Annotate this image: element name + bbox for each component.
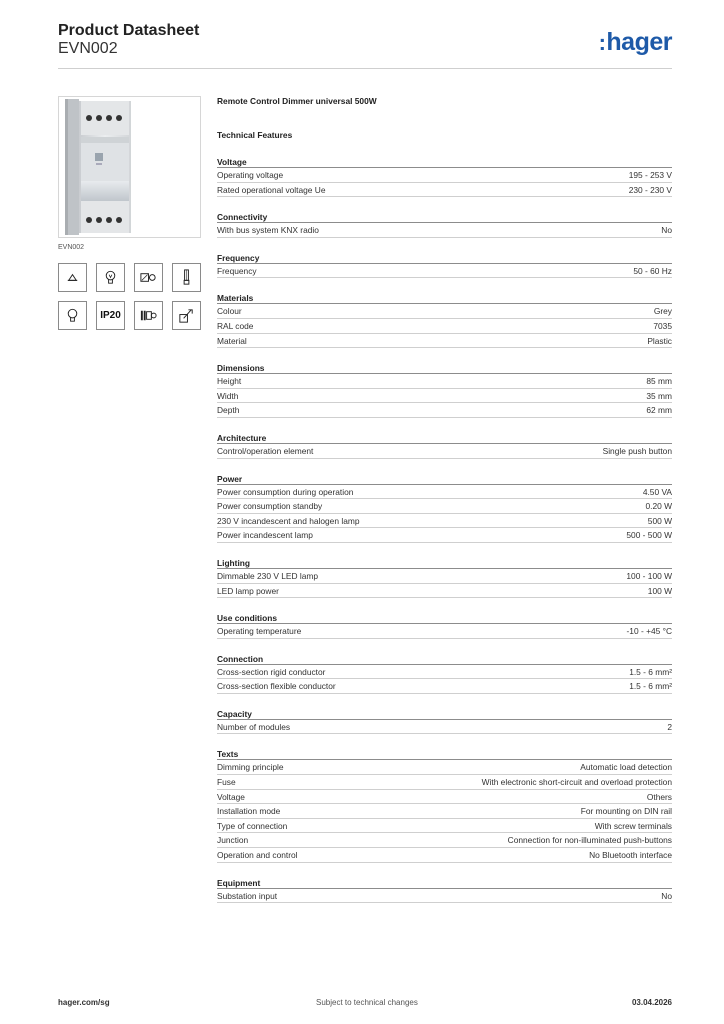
spec-section-title: Use conditions — [217, 613, 672, 624]
spec-row — [217, 304, 672, 319]
spec-value: Connection for non-illuminated push-buttons — [507, 835, 672, 846]
fluorescent-tube-icon — [172, 263, 201, 292]
spec-label: Width — [217, 390, 239, 401]
product-image — [58, 96, 201, 238]
spec-value: Single push button — [602, 445, 672, 456]
spec-value: 100 W — [647, 585, 672, 596]
spec-value: 230 - 230 V — [628, 184, 672, 195]
spec-row — [217, 848, 672, 863]
spec-section — [217, 253, 672, 279]
spec-row — [217, 528, 672, 543]
spec-value: No — [661, 225, 672, 236]
feature-icon-grid — [58, 263, 201, 330]
spec-row — [217, 584, 672, 599]
spec-row — [217, 819, 672, 834]
spec-value: Grey — [653, 306, 672, 317]
spec-row — [217, 760, 672, 775]
spec-value: For mounting on DIN rail — [580, 806, 672, 817]
spec-row — [217, 319, 672, 334]
spec-row — [217, 624, 672, 639]
product-image-caption: EVN002 — [58, 244, 85, 251]
spec-value: 50 - 60 Hz — [633, 265, 672, 276]
spec-label: Operation and control — [217, 850, 298, 861]
spec-row — [217, 679, 672, 694]
spec-section-title: Connectivity — [217, 212, 672, 223]
spec-label: RAL code — [217, 320, 254, 331]
spec-section — [217, 558, 672, 598]
din-module-icon — [134, 301, 163, 330]
spec-label: Material — [217, 335, 247, 346]
hager-logo: :hager — [598, 28, 672, 56]
spec-sections — [217, 157, 672, 903]
spec-label: Colour — [217, 306, 242, 317]
technical-specs-column — [217, 96, 672, 903]
spec-value: 62 mm — [646, 405, 672, 416]
product-name: Remote Control Dimmer universal 500W — [217, 96, 377, 106]
spec-row — [217, 389, 672, 404]
spec-label: 230 V incandescent and halogen lamp — [217, 515, 360, 526]
spec-value: 85 mm — [646, 376, 672, 387]
spec-row — [217, 790, 672, 805]
spec-section — [217, 433, 672, 459]
spec-section — [217, 709, 672, 735]
spec-row — [217, 569, 672, 584]
page-header — [58, 22, 672, 69]
spec-row — [217, 665, 672, 680]
spec-value: With electronic short-circuit and overload protection — [481, 777, 672, 788]
spec-value: 1.5 - 6 mm² — [629, 681, 672, 692]
led-bulb-icon — [58, 301, 87, 330]
spec-label: Type of connection — [217, 820, 288, 831]
spec-section-title: Voltage — [217, 157, 672, 168]
spec-label: Rated operational voltage Ue — [217, 184, 326, 195]
spec-section — [217, 749, 672, 862]
spec-label: Operating voltage — [217, 170, 284, 180]
footer-notice: Subject to technical changes — [316, 998, 418, 1007]
spec-label: Power consumption standby — [217, 501, 323, 512]
technical-features-heading: Technical Features — [217, 130, 293, 140]
lamp-shade-icon — [58, 263, 87, 292]
spec-label: With bus system KNX radio — [217, 225, 319, 236]
spec-section-title: Connection — [217, 654, 672, 665]
spec-label: Depth — [217, 405, 240, 416]
spec-row — [217, 889, 672, 904]
spec-row — [217, 264, 672, 279]
spec-value: 0.20 W — [645, 501, 672, 512]
page-title: Product Datasheet — [58, 22, 200, 39]
spec-row — [217, 775, 672, 790]
spec-value: 500 W — [647, 515, 672, 526]
spec-label: Fuse — [217, 777, 236, 788]
spec-row — [217, 804, 672, 819]
spec-value: Plastic — [647, 335, 672, 346]
spec-label: Cross-section flexible conductor — [217, 681, 336, 692]
product-code: EVN002 — [58, 40, 118, 57]
spec-section — [217, 212, 672, 238]
spec-row — [217, 374, 672, 389]
ip-rating-icon: IP20 — [96, 301, 125, 330]
spec-row — [217, 403, 672, 418]
spec-section-title: Frequency — [217, 253, 672, 264]
spec-row — [217, 444, 672, 459]
spec-section-title: Dimensions — [217, 363, 672, 374]
product-visual-column — [58, 96, 201, 330]
spec-value: -10 - +45 °C — [626, 626, 672, 637]
spec-label: Substation input — [217, 890, 278, 901]
spec-section-title: Equipment — [217, 878, 672, 889]
spec-section — [217, 474, 672, 543]
spec-section — [217, 878, 672, 904]
spec-value: 35 mm — [646, 390, 672, 401]
transformer-icon — [134, 263, 163, 292]
spec-label: Dimming principle — [217, 762, 284, 773]
spec-section-title: Architecture — [217, 433, 672, 444]
spec-value: 195 - 253 V — [628, 170, 672, 180]
spec-section — [217, 363, 672, 418]
spec-section-title: Texts — [217, 749, 672, 760]
spec-section — [217, 293, 672, 348]
spec-value: 1.5 - 6 mm² — [629, 666, 672, 677]
spec-value: No — [661, 890, 672, 901]
spec-label: Junction — [217, 835, 249, 846]
spec-label: Power incandescent lamp — [217, 530, 313, 541]
spec-label: Number of modules — [217, 721, 291, 732]
spec-label: Operating temperature — [217, 626, 302, 637]
spec-section-title: Capacity — [217, 709, 672, 720]
spec-value: No Bluetooth interface — [589, 850, 672, 861]
spec-row — [217, 833, 672, 848]
spec-row — [217, 334, 672, 349]
spec-row — [217, 223, 672, 238]
spec-label: Voltage — [217, 791, 245, 802]
spec-label: LED lamp power — [217, 585, 279, 596]
spec-row — [217, 720, 672, 735]
spec-section-title: Lighting — [217, 558, 672, 569]
spec-value: With screw terminals — [594, 820, 672, 831]
spec-row — [217, 168, 672, 183]
spec-label: Control/operation element — [217, 445, 314, 456]
spec-row — [217, 485, 672, 500]
spec-value: 100 - 100 W — [626, 570, 672, 581]
spec-value: Automatic load detection — [580, 762, 672, 773]
spec-value: 500 - 500 W — [626, 530, 672, 541]
footer-website[interactable]: hager.com/sg — [58, 998, 110, 1007]
spec-label: Installation mode — [217, 806, 281, 817]
spec-row — [217, 514, 672, 529]
footer-date: 03.04.2026 — [631, 998, 672, 1007]
push-button-icon — [172, 301, 201, 330]
spec-section — [217, 613, 672, 639]
spec-value: 4.50 VA — [642, 486, 672, 497]
spec-value: Others — [646, 791, 672, 802]
spec-label: Power consumption during operation — [217, 486, 354, 497]
spec-label: Height — [217, 376, 242, 387]
spec-label: Dimmable 230 V LED lamp — [217, 570, 319, 581]
spec-row — [217, 183, 672, 198]
spec-section-title: Power — [217, 474, 672, 485]
halogen-bulb-icon — [96, 263, 125, 292]
spec-section — [217, 654, 672, 694]
spec-value: 7035 — [653, 320, 672, 331]
spec-row — [217, 499, 672, 514]
spec-label: Cross-section rigid conductor — [217, 666, 326, 677]
dimmer-module-illustration — [59, 97, 200, 237]
spec-value: 2 — [667, 721, 672, 732]
spec-section-title: Materials — [217, 293, 672, 304]
spec-label: Frequency — [217, 265, 257, 276]
spec-section — [217, 157, 672, 197]
